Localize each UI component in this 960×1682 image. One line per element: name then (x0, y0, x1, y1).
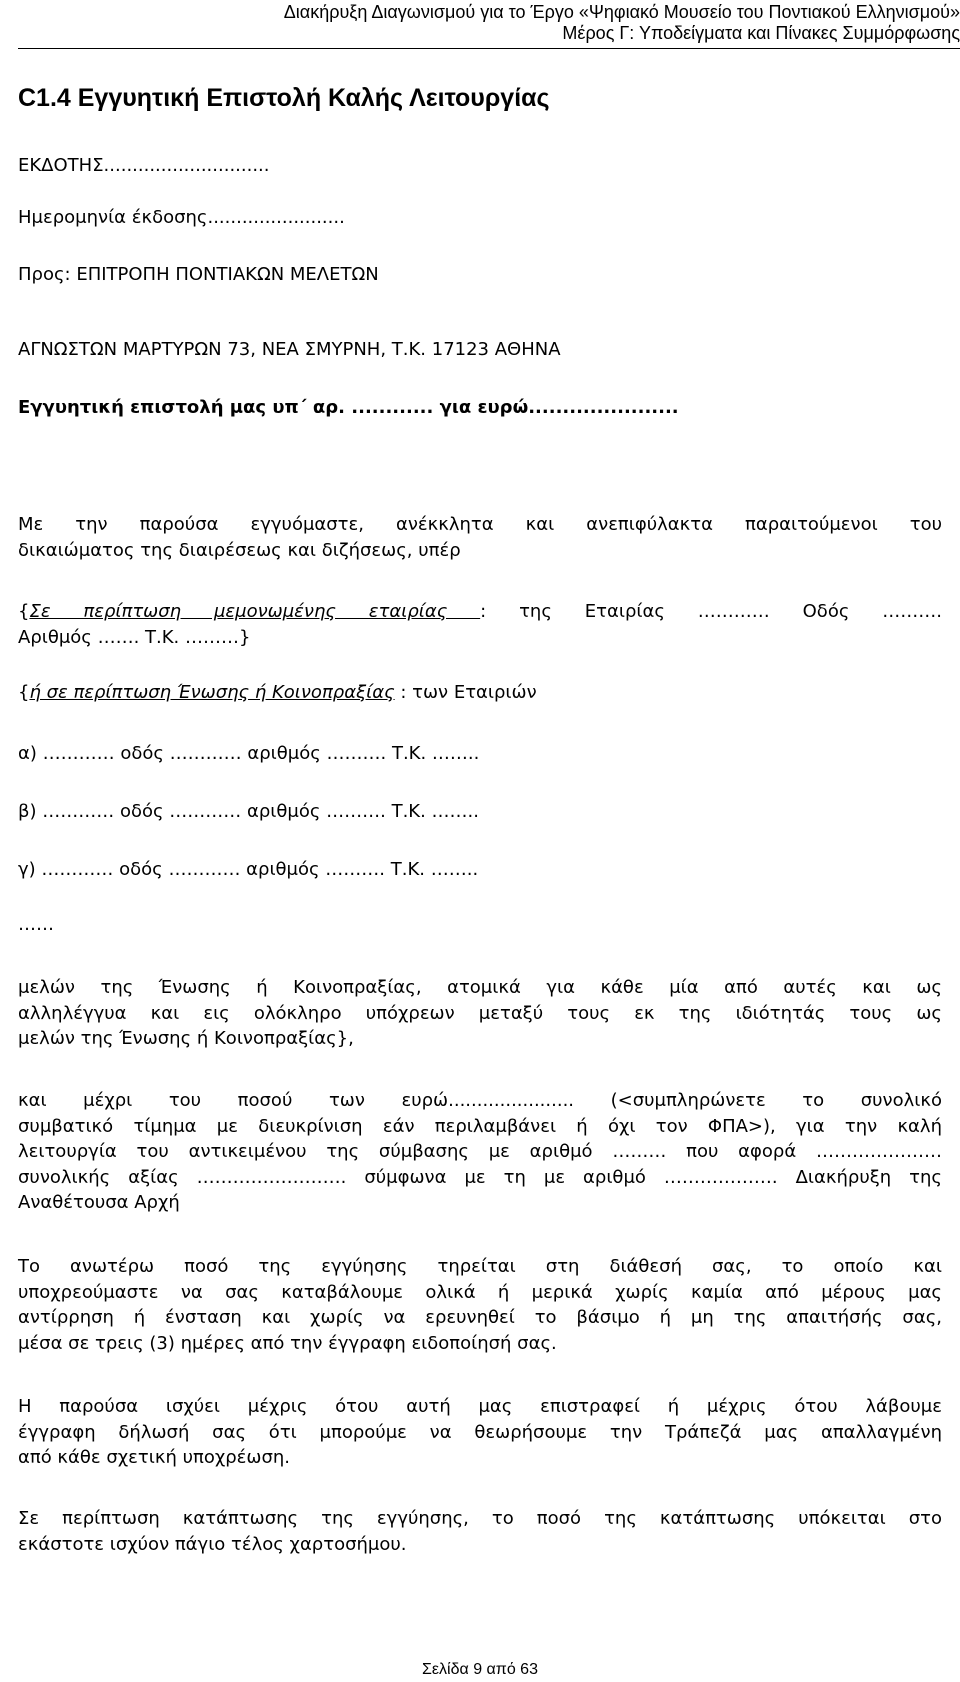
validity-clause (18, 1394, 942, 1471)
header-divider (18, 48, 960, 49)
consortium-rest: : των Εταιριών (394, 682, 537, 703)
guarantee-reference: Εγγυητική επιστολή μας υπ΄ αρ. ............ για ευρώ...................... (18, 397, 679, 418)
members-clause-line: αλληλέγγυα και εις ολόκληρο υπόχρεων μεταξύ τους εκ της ιδιότητάς τους ως (18, 1002, 942, 1024)
consortium-brace: { (18, 682, 30, 703)
intro-paragraph (18, 512, 942, 563)
member-line-c: γ) ………… οδός ………… αριθμός ………. Τ.Κ. …….. (18, 859, 479, 880)
availability-clause-line: μέσα σε τρεις (3) ημέρες από την έγγραφη ειδοποίησή σας. (18, 1332, 557, 1354)
header-subtitle: Μέρος Γ: Υποδείγματα και Πίνακες Συμμόρφωσης (562, 23, 960, 43)
members-clause-line: μελών της Ένωσης ή Κοινοπραξίας}, (18, 1028, 354, 1049)
members-clause (18, 975, 942, 1052)
section-title: C1.4 Εγγυητική Επιστολή Καλής Λειτουργίας (18, 84, 550, 112)
availability-clause-line: υποχρεούμαστε να σας καταβάλουμε ολικά ή μερικά χωρίς καμία από μέρους μας (18, 1281, 942, 1303)
intro-line-1: Με την παρούσα εγγυόμαστε, ανέκκλητα και ανεπιφύλακτα παραιτούμενοι του (18, 514, 942, 535)
forfeit-clause (18, 1506, 942, 1557)
consortium-label: ή σε περίπτωση Ένωσης ή Κοινοπραξίας (29, 682, 395, 703)
member-line-a: α) ………… οδός ………… αριθμός ………. Τ.Κ. …….. (18, 743, 480, 764)
amount-clause-line: Αναθέτουσα Αρχή (18, 1192, 180, 1213)
single-company-line-1 (18, 599, 942, 625)
amount-clause-line: συνολικής αξίας ……………………. σύμφωνα με τη με αριθμό ………………. Διακήρυξη της (18, 1166, 942, 1188)
member-line-more: …… (18, 914, 54, 935)
single-company-block (18, 599, 942, 650)
availability-clause-line: αντίρρηση ή ένσταση και χωρίς να ερευνηθεί το βάσιμο ή μη της απαιτήσής σας, (18, 1307, 942, 1328)
single-company-label: Σε περίπτωση μεμονωμένης εταιρίας (29, 601, 481, 622)
amount-clause-line: συμβατικό τίμημα με διευκρίνιση εάν περιλαμβάνει ή όχι τον ΦΠΑ>), για την καλή (18, 1115, 942, 1137)
amount-clause-line: λειτουργία του αντικειμένου της σύμβασης με αριθμό ……… που αφορά ………………… (18, 1141, 942, 1162)
validity-clause-line: έγγραφη δήλωσή σας ότι μπορούμε να θεωρήσουμε την Τράπεζά μας απαλλαγμένη (18, 1421, 942, 1443)
validity-clause-line: από κάθε σχετική υποχρέωση. (18, 1447, 291, 1468)
page-number: Σελίδα 9 από 63 (422, 1661, 538, 1678)
recipient-line-2: ΑΓΝΩΣΤΩΝ ΜΑΡΤΥΡΩΝ 73, ΝΕΑ ΣΜΥΡΝΗ, Τ.Κ. 17123 ΑΘΗΝΑ (18, 339, 561, 360)
intro-line-2: δικαιώματος της διαιρέσεως και διζήσεως, υπέρ (18, 539, 461, 561)
availability-clause-line: Το ανωτέρω ποσό της εγγύησης τηρείται στη διάθεσή σας, το οποίο και (18, 1256, 942, 1277)
forfeit-clause-line: Σε περίπτωση κατάπτωσης της εγγύησης, το ποσό της κατάπτωσης υπόκειται στο (18, 1508, 942, 1529)
consortium-line (18, 682, 537, 704)
single-company-line-2: Αριθμός ……. Τ.Κ. ………} (18, 626, 251, 648)
members-clause-line: μελών της Ένωσης ή Κοινοπραξίας, ατομικά για κάθε μία από αυτές και ως (18, 977, 942, 998)
single-company-brace: { (18, 601, 30, 622)
amount-clause (18, 1088, 942, 1216)
availability-clause (18, 1254, 942, 1356)
amount-clause-line: και μέχρι του ποσού των ευρώ...................... (<συμπληρώνετε το συνολικό (18, 1090, 942, 1111)
recipient-line-1: Προς: ΕΠΙΤΡΟΠΗ ΠΟΝΤΙΑΚΩΝ ΜΕΛΕΤΩΝ (18, 264, 379, 285)
validity-clause-line: Η παρούσα ισχύει μέχρις ότου αυτή μας επιστραφεί ή μέχρις ότου λάβουμε (18, 1396, 942, 1417)
forfeit-clause-line: εκάστοτε ισχύον πάγιο τέλος χαρτοσήμου. (18, 1533, 407, 1555)
member-line-b: β) ………… οδός ………… αριθμός ………. Τ.Κ. …….. (18, 801, 479, 822)
issue-date-line: Ημερομηνία έκδοσης........................ (18, 207, 345, 228)
issuer-line: ΕΚΔΟΤΗΣ............................. (18, 155, 270, 176)
header-title: Διακήρυξη Διαγωνισμού για το Έργο «Ψηφιακό Μουσείο του Ποντιακού Ελληνισμού» (283, 2, 960, 22)
single-company-details: : της Εταιρίας ………… Οδός ………. (480, 601, 942, 622)
